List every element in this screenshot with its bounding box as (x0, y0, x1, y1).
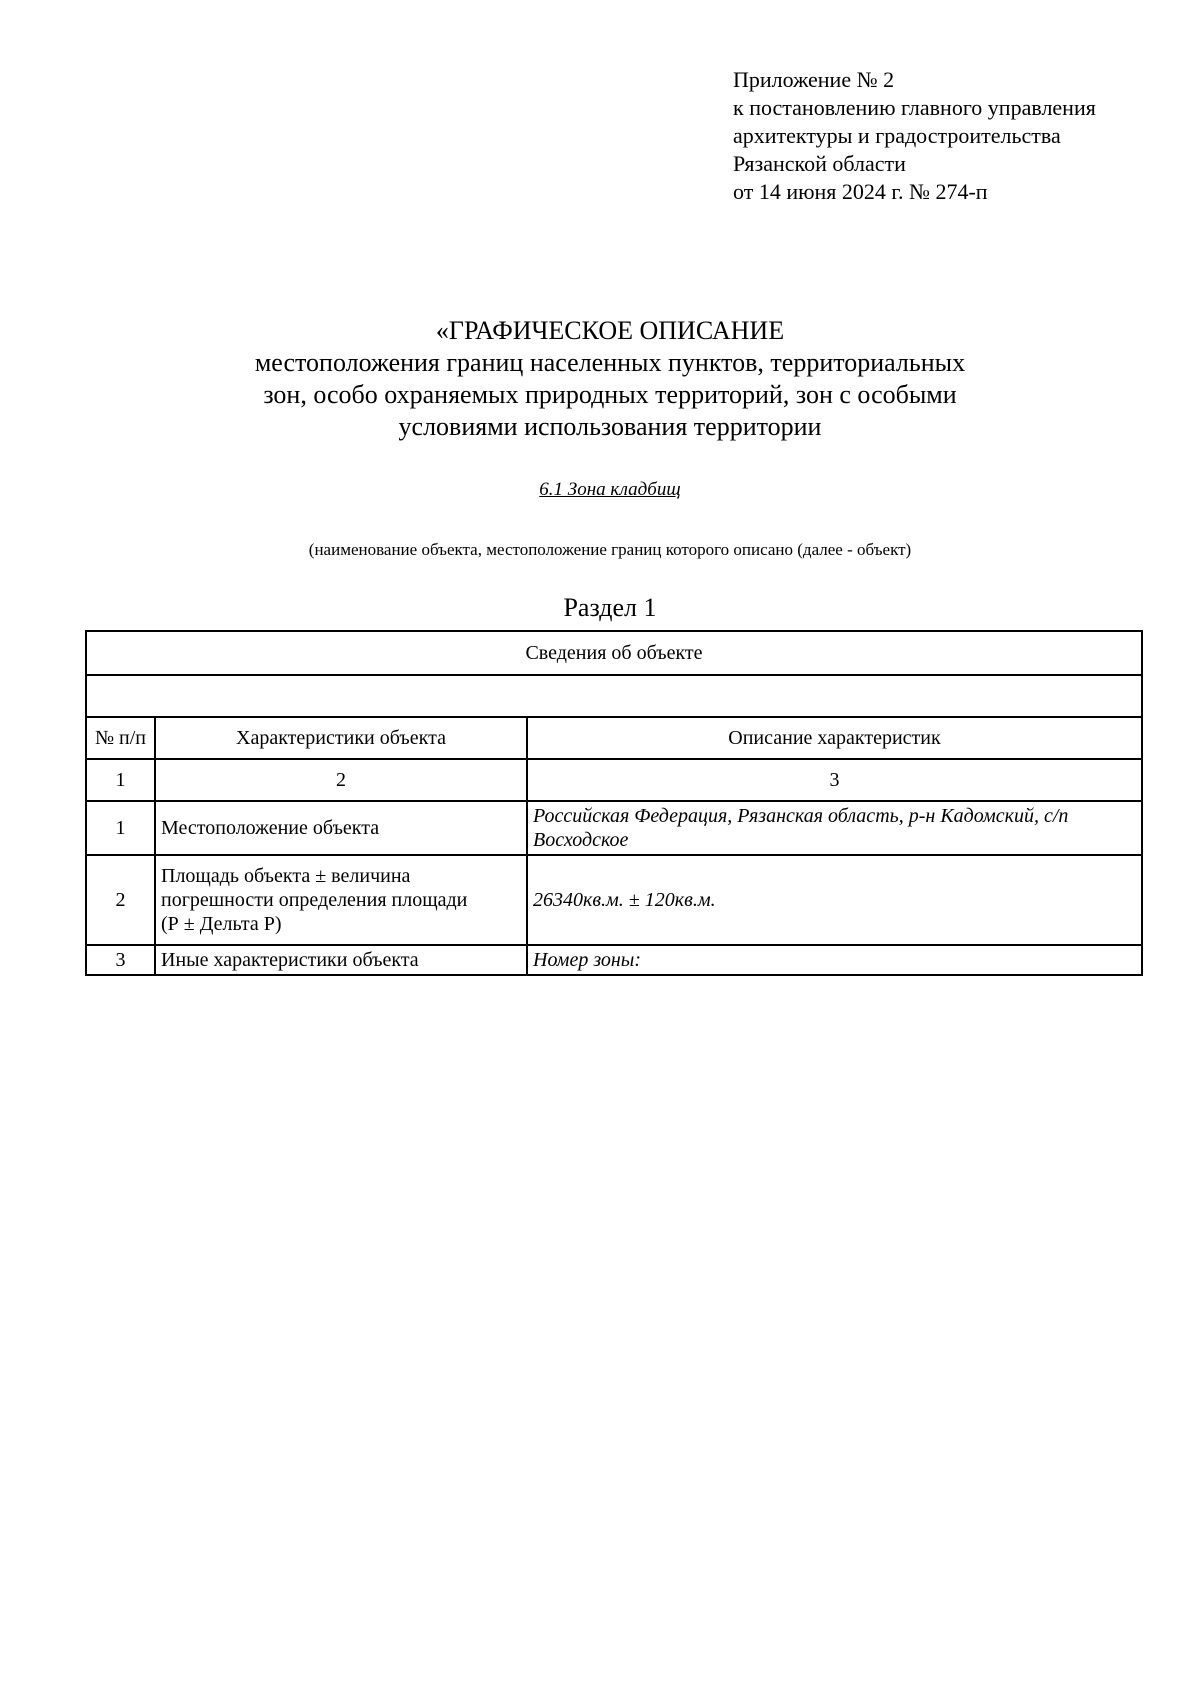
row-description: 26340кв.м. ± 120кв.м. (527, 855, 1142, 945)
table-empty-row (86, 675, 1142, 717)
appendix-date-line: от 14 июня 2024 г. № 274-п (733, 179, 988, 204)
title-line-3: зон, особо охраняемых природных территорий, зон с особыми (263, 380, 957, 409)
table-header-row (86, 717, 1142, 759)
table-row (86, 945, 1142, 975)
document-title (0, 315, 1200, 443)
header-number: № п/п (86, 717, 155, 759)
row-number: 3 (86, 945, 155, 975)
row-characteristic: Иные характеристики объекта (155, 945, 527, 975)
appendix-header (733, 66, 1096, 206)
appendix-number: Приложение № 2 (733, 67, 895, 92)
table-row (86, 855, 1142, 945)
header-characteristic: Характеристики объекта (155, 717, 527, 759)
characteristic-line: погрешности определения площади (161, 889, 468, 911)
appendix-department-line: архитектуры и градостроительства (733, 123, 1061, 148)
appendix-region-line: Рязанской области (733, 151, 906, 176)
object-name: 6.1 Зона кладбищ (539, 479, 681, 500)
column-number-2: 2 (155, 759, 527, 801)
appendix-resolution-line: к постановлению главного управления (733, 95, 1096, 120)
header-description: Описание характеристик (527, 717, 1142, 759)
title-line-4: условиями использования территории (398, 412, 822, 441)
title-line-1: «ГРАФИЧЕСКОЕ ОПИСАНИЕ (435, 316, 785, 345)
object-caption: (наименование объекта, местоположение границ которого описано (далее - объект) (308, 540, 912, 559)
row-description: Номер зоны: (527, 945, 1142, 975)
table-empty-cell (86, 675, 1142, 717)
column-number-1: 1 (86, 759, 155, 801)
section-title: Раздел 1 (563, 593, 657, 622)
row-description: Российская Федерация, Рязанская область, р-н Кадомский, с/п Восходское (527, 801, 1142, 855)
object-info-table (85, 630, 1143, 976)
characteristic-line: (Р ± Дельта Р) (161, 913, 282, 935)
table-row (86, 801, 1142, 855)
table-caption: Сведения об объекте (86, 631, 1142, 675)
table-column-numbers-row (86, 759, 1142, 801)
title-line-2: местоположения границ населенных пунктов, территориальных (254, 348, 966, 377)
row-characteristic (155, 855, 527, 945)
table-caption-row (86, 631, 1142, 675)
characteristic-line: Площадь объекта ± величина (161, 865, 411, 887)
row-number: 2 (86, 855, 155, 945)
row-number: 1 (86, 801, 155, 855)
row-characteristic: Местоположение объекта (155, 801, 527, 855)
column-number-3: 3 (527, 759, 1142, 801)
